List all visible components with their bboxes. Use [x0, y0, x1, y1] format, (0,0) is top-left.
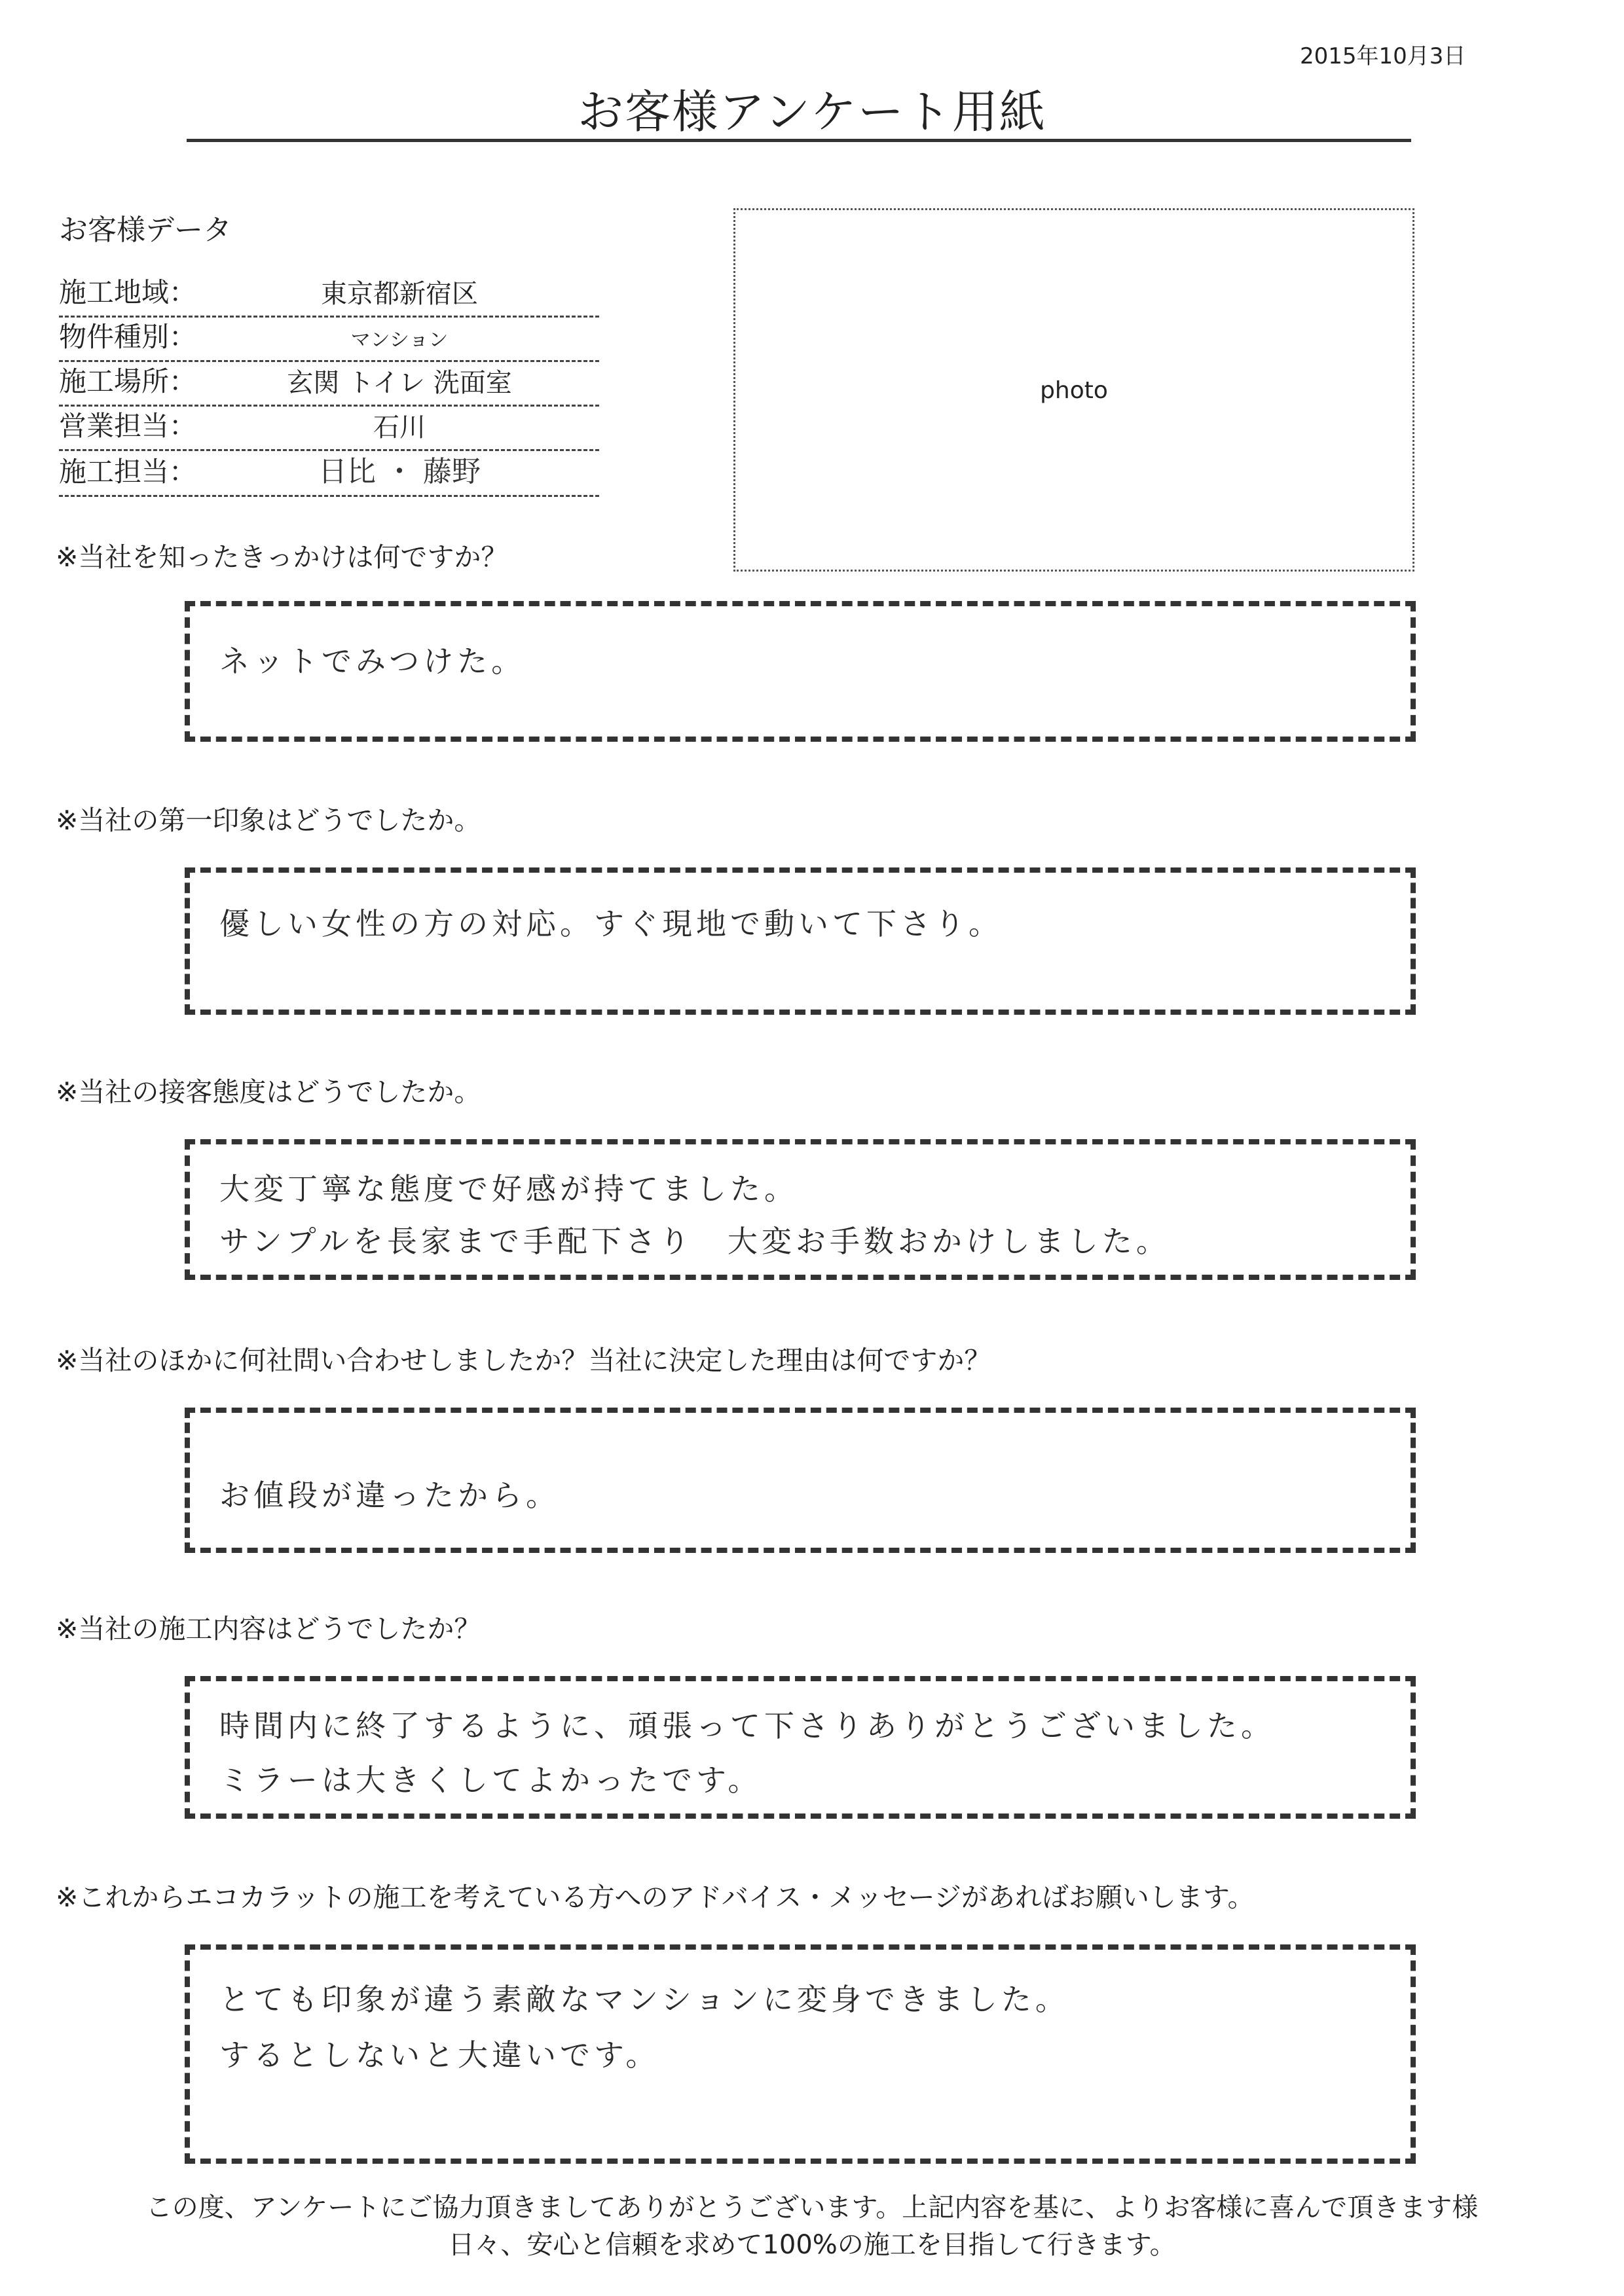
title-underline [187, 139, 1411, 142]
field-label: 施工地域： [59, 276, 197, 308]
field-value: マンション [350, 329, 449, 352]
survey-date: 2015年10月3日 [1300, 43, 1466, 69]
answer-box-3 [185, 1139, 1416, 1280]
question-5: ※当社の施工内容はどうでしたか？ [56, 1613, 481, 1645]
answer-box-6 [185, 1944, 1416, 2164]
field-value: 玄関 トイレ 洗面室 [287, 368, 512, 398]
photo-placeholder [733, 208, 1414, 572]
field-label: 施工担当： [59, 456, 197, 488]
question-6: ※これからエコカラットの施工を考えている方へのアドバイス・メッセージがあればお願いします。 [56, 1882, 1255, 1913]
customer-row-property-type [59, 318, 599, 362]
customer-row-installer [59, 453, 599, 497]
answer-line: するとしないと大違いです。 [219, 2037, 660, 2073]
footer-line-1: この度、アンケートにご協力頂きましてありがとうございます。上記内容を基に、よりお客様に喜んで頂きます様 [145, 2193, 1479, 2223]
customer-row-location [59, 363, 599, 407]
answer-line: とても印象が違う素敵なマンションに変身できました。 [219, 1982, 1069, 2017]
answer-line: ミラーは大きくしてよかったです。 [219, 1762, 762, 1798]
question-1: ※当社を知ったきっかけは何ですか？ [56, 541, 508, 573]
customer-row-sales-rep [59, 407, 599, 451]
question-2: ※当社の第一印象はどうでしたか。 [56, 805, 481, 836]
customer-row-area [59, 274, 599, 318]
answer-line: 優しい女性の方の対応。すぐ現地で動いて下さり。 [219, 906, 1003, 941]
answer-line: ネットでみつけた。 [219, 644, 526, 679]
customer-data-heading: お客様データ [59, 213, 232, 247]
page-title: お客様アンケート用紙 [578, 85, 1046, 139]
answer-line: 時間内に終了するように、頑張って下さりありがとうございました。 [219, 1708, 1275, 1743]
field-value-handwritten: 日比 ・ 藤野 [318, 455, 481, 488]
field-value: 石川 [373, 412, 426, 443]
answer-box-1 [185, 601, 1416, 742]
answer-line: 大変丁寧な態度で好感が持てました。 [219, 1171, 798, 1207]
answer-box-2 [185, 867, 1416, 1015]
field-label: 営業担当： [59, 410, 197, 442]
answer-box-5 [185, 1676, 1416, 1819]
question-4: ※当社のほかに何社問い合わせしましたか？当社に決定した理由は何ですか？ [56, 1345, 991, 1376]
answer-line: お値段が違ったから。 [219, 1478, 560, 1513]
footer-line-2: 日々、安心と信頼を求めて100%の施工を目指して行きます。 [448, 2230, 1176, 2260]
field-value: 東京都新宿区 [321, 279, 478, 309]
field-label: 施工場所： [59, 365, 197, 397]
field-label: 物件種別： [59, 321, 197, 353]
question-3: ※当社の接客態度はどうでしたか。 [56, 1076, 481, 1108]
answer-line: サンプルを長家まで手配下さり 大変お手数おかけしました。 [219, 1224, 1170, 1259]
answer-box-4 [185, 1408, 1416, 1553]
photo-label: photo [1040, 377, 1108, 404]
